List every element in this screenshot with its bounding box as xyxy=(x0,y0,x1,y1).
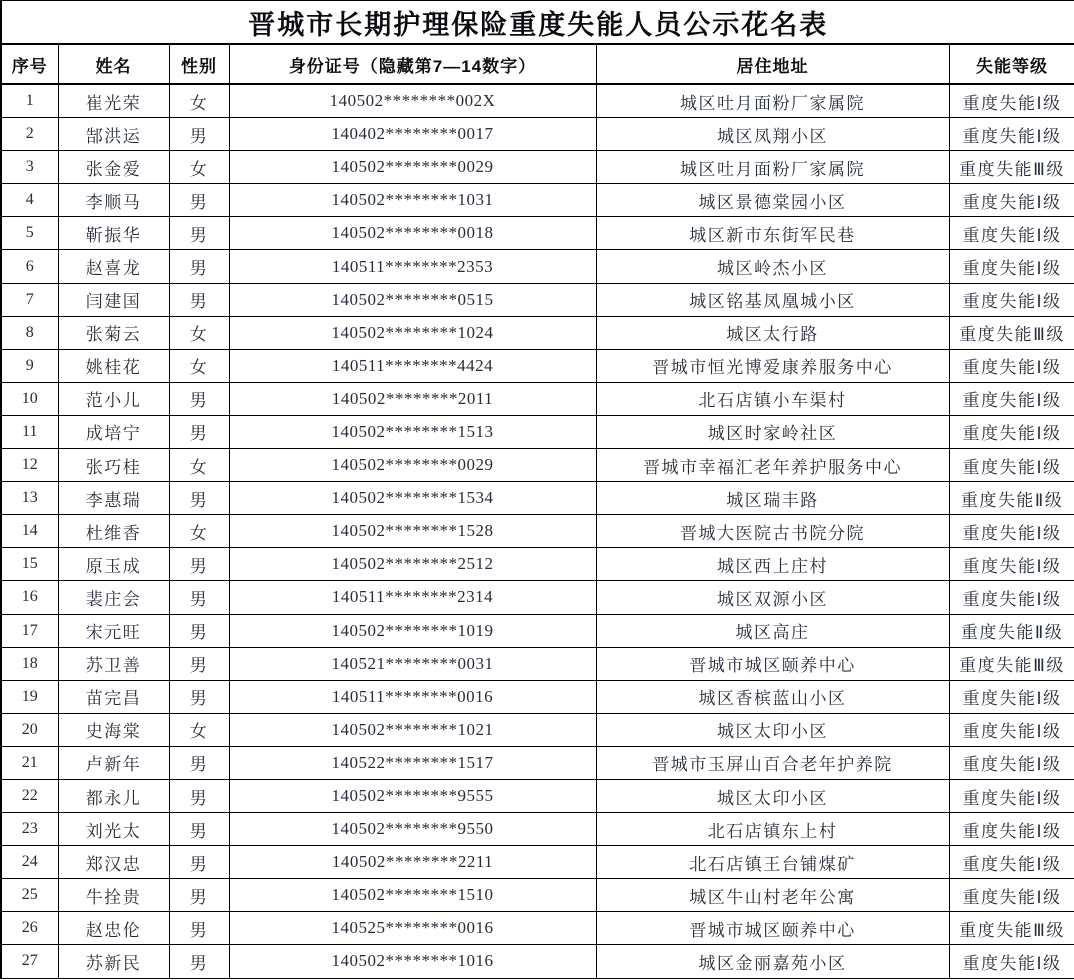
cell-address: 城区香槟蓝山小区 xyxy=(596,680,949,713)
cell-address: 北石店镇王台铺煤矿 xyxy=(596,846,949,879)
cell-disability-level: 重度失能Ⅰ级 xyxy=(949,680,1074,713)
cell-index: 17 xyxy=(1,614,58,647)
table-row xyxy=(1,614,1074,647)
cell-index: 7 xyxy=(1,283,58,316)
cell-gender: 男 xyxy=(169,581,229,614)
cell-id-number: 140502********0029 xyxy=(229,151,596,184)
cell-id-number: 140502********002X xyxy=(229,84,596,118)
table-row xyxy=(1,746,1074,779)
cell-index: 16 xyxy=(1,581,58,614)
cell-address: 城区岭杰小区 xyxy=(596,250,949,283)
cell-gender: 男 xyxy=(169,118,229,151)
column-header-id-number: 身份证号（隐藏第7—14数字） xyxy=(229,44,596,84)
cell-name: 赵忠伦 xyxy=(58,912,169,945)
cell-id-number: 140502********1021 xyxy=(229,713,596,746)
column-header-disability-level: 失能等级 xyxy=(949,44,1074,84)
cell-index: 13 xyxy=(1,482,58,515)
cell-gender: 男 xyxy=(169,184,229,217)
table-row xyxy=(1,647,1074,680)
table-row xyxy=(1,581,1074,614)
cell-id-number: 140511********0016 xyxy=(229,680,596,713)
page-title: 晋城市长期护理保险重度失能人员公示花名表 xyxy=(1,1,1074,45)
cell-name: 裴庄会 xyxy=(58,581,169,614)
cell-index: 23 xyxy=(1,813,58,846)
cell-name: 牛拴贵 xyxy=(58,879,169,912)
cell-id-number: 140502********1513 xyxy=(229,415,596,448)
cell-index: 8 xyxy=(1,316,58,349)
table-row xyxy=(1,316,1074,349)
cell-disability-level: 重度失能Ⅰ级 xyxy=(949,813,1074,846)
cell-name: 宋元旺 xyxy=(58,614,169,647)
cell-address: 城区瑞丰路 xyxy=(596,482,949,515)
cell-gender: 女 xyxy=(169,713,229,746)
cell-address: 晋城市城区颐养中心 xyxy=(596,912,949,945)
cell-gender: 女 xyxy=(169,84,229,118)
cell-id-number: 140511********2314 xyxy=(229,581,596,614)
cell-id-number: 140502********2512 xyxy=(229,548,596,581)
cell-id-number: 140522********1517 xyxy=(229,746,596,779)
cell-id-number: 140511********2353 xyxy=(229,250,596,283)
cell-gender: 男 xyxy=(169,912,229,945)
cell-index: 18 xyxy=(1,647,58,680)
cell-disability-level: 重度失能Ⅱ级 xyxy=(949,614,1074,647)
cell-index: 27 xyxy=(1,945,58,978)
cell-name: 李惠瑞 xyxy=(58,482,169,515)
cell-gender: 男 xyxy=(169,746,229,779)
cell-name: 苏卫善 xyxy=(58,647,169,680)
cell-disability-level: 重度失能Ⅰ级 xyxy=(949,879,1074,912)
cell-disability-level: 重度失能Ⅲ级 xyxy=(949,151,1074,184)
cell-disability-level: 重度失能Ⅰ级 xyxy=(949,250,1074,283)
cell-gender: 女 xyxy=(169,316,229,349)
cell-gender: 男 xyxy=(169,548,229,581)
cell-name: 李顺马 xyxy=(58,184,169,217)
cell-gender: 女 xyxy=(169,515,229,548)
cell-disability-level: 重度失能Ⅲ级 xyxy=(949,912,1074,945)
cell-address: 城区太印小区 xyxy=(596,779,949,812)
table-body xyxy=(1,84,1074,978)
table-row xyxy=(1,912,1074,945)
cell-id-number: 140502********1019 xyxy=(229,614,596,647)
cell-address: 城区景德棠园小区 xyxy=(596,184,949,217)
cell-address: 城区太印小区 xyxy=(596,713,949,746)
cell-gender: 男 xyxy=(169,813,229,846)
cell-gender: 男 xyxy=(169,779,229,812)
cell-disability-level: 重度失能Ⅰ级 xyxy=(949,283,1074,316)
cell-gender: 男 xyxy=(169,846,229,879)
cell-address: 城区时家岭社区 xyxy=(596,415,949,448)
table-row xyxy=(1,779,1074,812)
cell-gender: 女 xyxy=(169,449,229,482)
cell-id-number: 140502********0029 xyxy=(229,449,596,482)
cell-disability-level: 重度失能Ⅰ级 xyxy=(949,515,1074,548)
column-header-gender: 性别 xyxy=(169,44,229,84)
cell-name: 崔光荣 xyxy=(58,84,169,118)
cell-disability-level: 重度失能Ⅰ级 xyxy=(949,713,1074,746)
title-row xyxy=(1,1,1074,45)
cell-address: 北石店镇小车渠村 xyxy=(596,382,949,415)
table-row xyxy=(1,813,1074,846)
cell-gender: 男 xyxy=(169,647,229,680)
table-row xyxy=(1,118,1074,151)
cell-id-number: 140502********1534 xyxy=(229,482,596,515)
table-row xyxy=(1,945,1074,978)
cell-address: 北石店镇东上村 xyxy=(596,813,949,846)
cell-disability-level: 重度失能Ⅱ级 xyxy=(949,482,1074,515)
cell-disability-level: 重度失能Ⅰ级 xyxy=(949,548,1074,581)
cell-name: 原玉成 xyxy=(58,548,169,581)
cell-index: 4 xyxy=(1,184,58,217)
table-header-row xyxy=(1,44,1074,84)
cell-disability-level: 重度失能Ⅰ级 xyxy=(949,217,1074,250)
cell-id-number: 140402********0017 xyxy=(229,118,596,151)
table-row xyxy=(1,184,1074,217)
cell-name: 张金爱 xyxy=(58,151,169,184)
cell-id-number: 140502********1031 xyxy=(229,184,596,217)
cell-disability-level: 重度失能Ⅰ级 xyxy=(949,779,1074,812)
cell-name: 刘光太 xyxy=(58,813,169,846)
cell-gender: 男 xyxy=(169,217,229,250)
cell-address: 城区太行路 xyxy=(596,316,949,349)
cell-gender: 男 xyxy=(169,415,229,448)
cell-disability-level: 重度失能Ⅰ级 xyxy=(949,84,1074,118)
cell-gender: 男 xyxy=(169,614,229,647)
cell-index: 19 xyxy=(1,680,58,713)
cell-gender: 女 xyxy=(169,349,229,382)
cell-gender: 男 xyxy=(169,482,229,515)
cell-gender: 女 xyxy=(169,151,229,184)
cell-name: 赵喜龙 xyxy=(58,250,169,283)
cell-id-number: 140502********1510 xyxy=(229,879,596,912)
table-row xyxy=(1,482,1074,515)
cell-gender: 男 xyxy=(169,382,229,415)
cell-name: 苏新民 xyxy=(58,945,169,978)
cell-index: 21 xyxy=(1,746,58,779)
cell-disability-level: 重度失能Ⅰ级 xyxy=(949,382,1074,415)
cell-index: 10 xyxy=(1,382,58,415)
cell-disability-level: 重度失能Ⅰ级 xyxy=(949,184,1074,217)
table-row xyxy=(1,382,1074,415)
cell-id-number: 140502********0515 xyxy=(229,283,596,316)
table-row xyxy=(1,217,1074,250)
cell-id-number: 140502********1528 xyxy=(229,515,596,548)
cell-gender: 男 xyxy=(169,250,229,283)
cell-name: 成培宁 xyxy=(58,415,169,448)
cell-disability-level: 重度失能Ⅰ级 xyxy=(949,581,1074,614)
table-row xyxy=(1,283,1074,316)
cell-disability-level: 重度失能Ⅰ级 xyxy=(949,945,1074,978)
cell-index: 12 xyxy=(1,449,58,482)
cell-name: 闫建国 xyxy=(58,283,169,316)
cell-name: 靳振华 xyxy=(58,217,169,250)
cell-gender: 男 xyxy=(169,945,229,978)
table-row xyxy=(1,250,1074,283)
cell-address: 城区双源小区 xyxy=(596,581,949,614)
cell-disability-level: 重度失能Ⅰ级 xyxy=(949,746,1074,779)
column-header-index: 序号 xyxy=(1,44,58,84)
cell-name: 都永儿 xyxy=(58,779,169,812)
cell-id-number: 140502********9555 xyxy=(229,779,596,812)
cell-index: 1 xyxy=(1,84,58,118)
cell-name: 卢新年 xyxy=(58,746,169,779)
cell-name: 史海棠 xyxy=(58,713,169,746)
cell-id-number: 140502********1016 xyxy=(229,945,596,978)
cell-address: 晋城市玉屏山百合老年护养院 xyxy=(596,746,949,779)
table-row xyxy=(1,151,1074,184)
cell-name: 范小儿 xyxy=(58,382,169,415)
column-header-name: 姓名 xyxy=(58,44,169,84)
cell-index: 20 xyxy=(1,713,58,746)
cell-id-number: 140525********0016 xyxy=(229,912,596,945)
table-row xyxy=(1,84,1074,118)
cell-index: 26 xyxy=(1,912,58,945)
cell-index: 22 xyxy=(1,779,58,812)
table-row xyxy=(1,846,1074,879)
cell-name: 姚桂花 xyxy=(58,349,169,382)
cell-address: 城区凤翔小区 xyxy=(596,118,949,151)
cell-name: 苗完昌 xyxy=(58,680,169,713)
cell-address: 晋城大医院古书院分院 xyxy=(596,515,949,548)
cell-index: 24 xyxy=(1,846,58,879)
column-header-address: 居住地址 xyxy=(596,44,949,84)
cell-address: 城区金丽嘉苑小区 xyxy=(596,945,949,978)
cell-index: 3 xyxy=(1,151,58,184)
cell-index: 15 xyxy=(1,548,58,581)
cell-address: 晋城市城区颐养中心 xyxy=(596,647,949,680)
table-row xyxy=(1,879,1074,912)
cell-index: 14 xyxy=(1,515,58,548)
cell-id-number: 140502********9550 xyxy=(229,813,596,846)
cell-id-number: 140502********2011 xyxy=(229,382,596,415)
table-row xyxy=(1,449,1074,482)
cell-disability-level: 重度失能Ⅰ级 xyxy=(949,846,1074,879)
cell-id-number: 140511********4424 xyxy=(229,349,596,382)
cell-name: 杜维香 xyxy=(58,515,169,548)
cell-id-number: 140502********1024 xyxy=(229,316,596,349)
cell-disability-level: 重度失能Ⅰ级 xyxy=(949,349,1074,382)
cell-gender: 男 xyxy=(169,283,229,316)
cell-index: 11 xyxy=(1,415,58,448)
table-row xyxy=(1,548,1074,581)
cell-index: 25 xyxy=(1,879,58,912)
cell-address: 晋城市恒光博爱康养服务中心 xyxy=(596,349,949,382)
cell-disability-level: 重度失能Ⅲ级 xyxy=(949,647,1074,680)
cell-address: 城区吐月面粉厂家属院 xyxy=(596,84,949,118)
cell-index: 6 xyxy=(1,250,58,283)
cell-address: 城区吐月面粉厂家属院 xyxy=(596,151,949,184)
table-row xyxy=(1,680,1074,713)
cell-index: 5 xyxy=(1,217,58,250)
cell-id-number: 140521********0031 xyxy=(229,647,596,680)
cell-name: 张巧桂 xyxy=(58,449,169,482)
cell-address: 城区西上庄村 xyxy=(596,548,949,581)
cell-name: 张菊云 xyxy=(58,316,169,349)
cell-address: 城区牛山村老年公寓 xyxy=(596,879,949,912)
cell-disability-level: 重度失能Ⅲ级 xyxy=(949,316,1074,349)
cell-gender: 男 xyxy=(169,879,229,912)
table-row xyxy=(1,713,1074,746)
cell-index: 2 xyxy=(1,118,58,151)
table-row xyxy=(1,515,1074,548)
cell-disability-level: 重度失能Ⅰ级 xyxy=(949,449,1074,482)
cell-gender: 男 xyxy=(169,680,229,713)
cell-address: 城区新市东街军民巷 xyxy=(596,217,949,250)
cell-id-number: 140502********2211 xyxy=(229,846,596,879)
cell-address: 城区高庄 xyxy=(596,614,949,647)
table-row xyxy=(1,415,1074,448)
cell-index: 9 xyxy=(1,349,58,382)
cell-address: 晋城市幸福汇老年养护服务中心 xyxy=(596,449,949,482)
cell-name: 郜洪运 xyxy=(58,118,169,151)
cell-name: 郑汉忠 xyxy=(58,846,169,879)
table-row xyxy=(1,349,1074,382)
cell-id-number: 140502********0018 xyxy=(229,217,596,250)
cell-address: 城区铭基凤凰城小区 xyxy=(596,283,949,316)
cell-disability-level: 重度失能Ⅰ级 xyxy=(949,415,1074,448)
cell-disability-level: 重度失能Ⅰ级 xyxy=(949,118,1074,151)
